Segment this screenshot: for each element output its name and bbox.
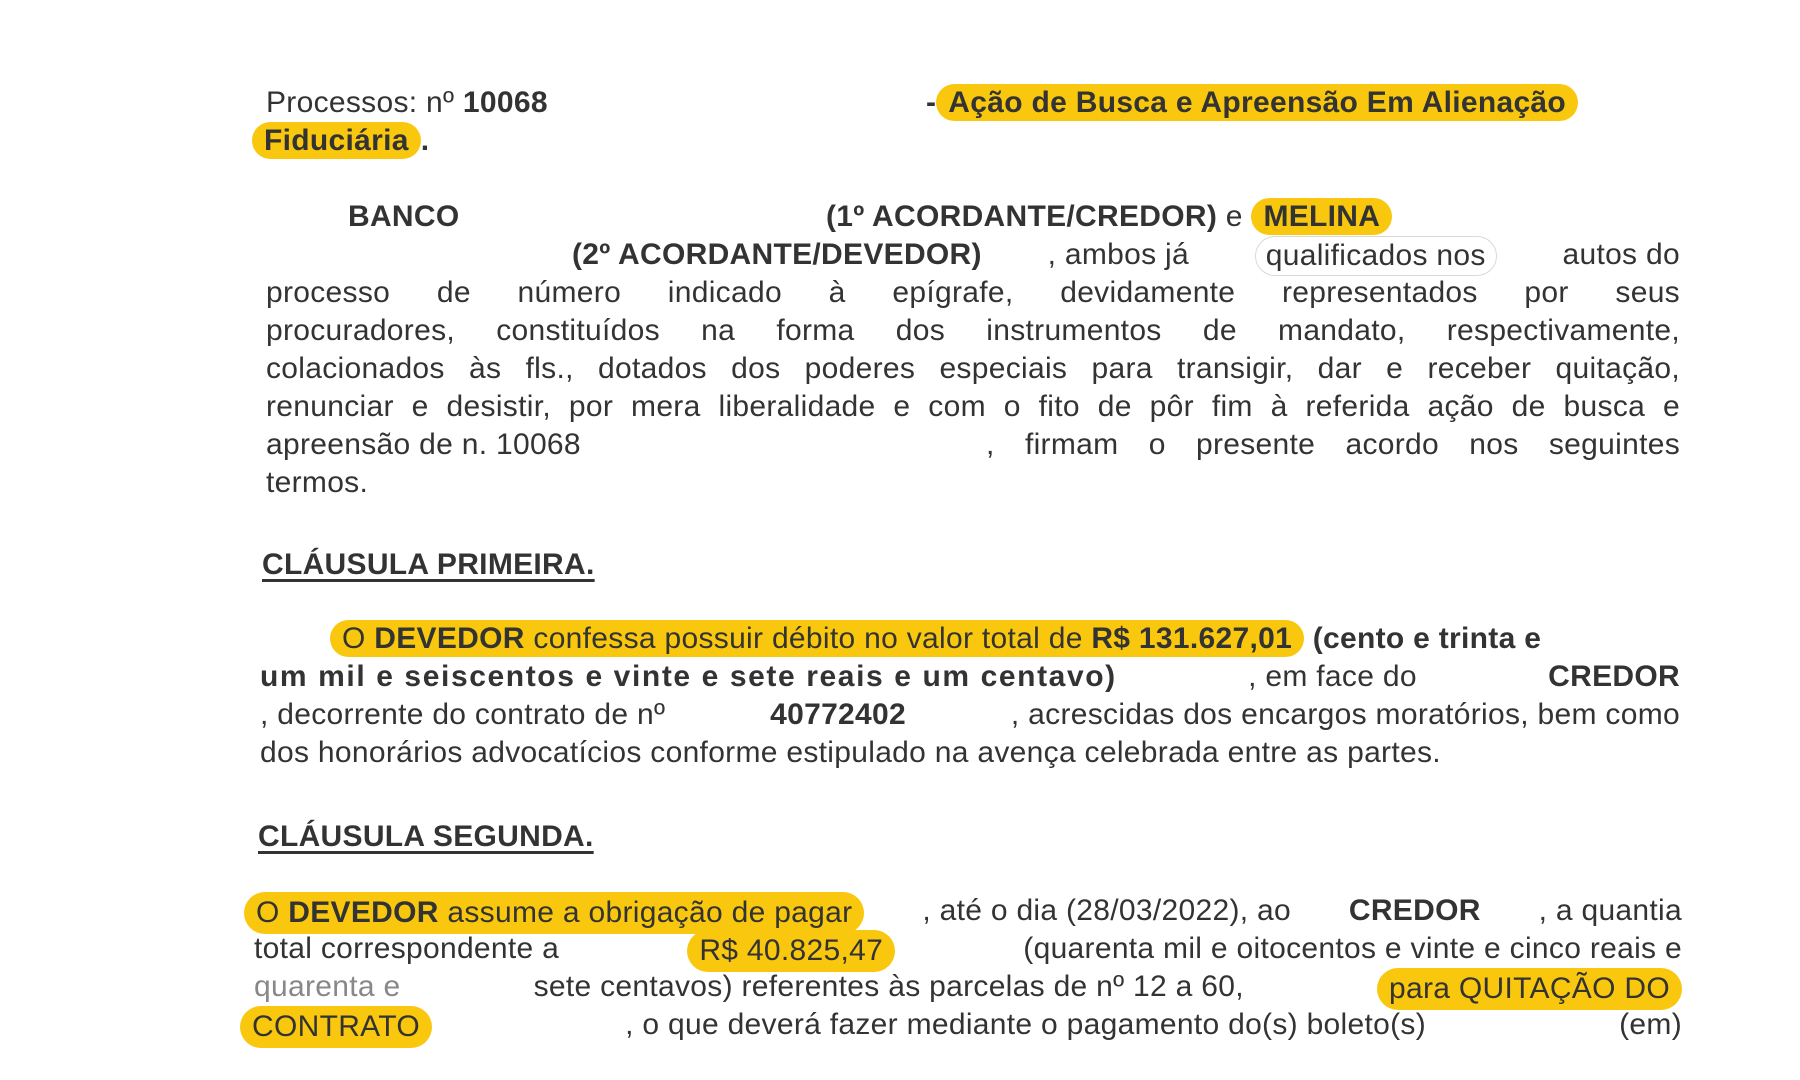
clausula2-sete-centavos: sete centavos) referentes às parcelas de nº 12 a 60, — [533, 970, 1244, 1003]
first-party: (1º ACORDANTE/CREDOR) — [826, 200, 1218, 233]
parties-line-3: processo de número indicado à epígrafe, devidamente representados por seus — [266, 276, 1680, 309]
process-line — [266, 84, 548, 122]
clausula-segunda-heading: CLÁUSULA SEGUNDA. — [258, 820, 594, 853]
clausula1-line-2 — [260, 658, 1680, 696]
clausula2-valor-highlight: R$ 40.825,47 — [687, 930, 895, 972]
clausula1-decorrente: , decorrente do contrato de nº — [260, 698, 666, 731]
clausula1-extenso-a: (cento e trinta e — [1312, 622, 1542, 655]
clausula2-last-line: , o que deverá fazer mediante o pagamento do(s) boleto(s) — [625, 1008, 1426, 1041]
acao-title-cont-highlight: Fiduciária — [252, 122, 421, 159]
clausula2-contrato-highlight: CONTRATO — [240, 1006, 432, 1048]
processos-label: Processos: nº — [266, 86, 455, 119]
clausula2-total-corr: total correspondente a — [254, 932, 560, 965]
clausula1-line-3 — [260, 696, 1680, 734]
e-connector: e — [1225, 200, 1243, 233]
clausula2-extenso: (quarenta mil e oitocentos e vinte e cinco reais e — [1023, 932, 1682, 965]
clausula2-line-1 — [244, 892, 1682, 934]
acao-title-cont-line — [252, 122, 429, 160]
clausula1-acrescidas: , acrescidas dos encargos moratórios, bem como — [1010, 698, 1680, 731]
qualificados-outline: qualificados nos — [1255, 236, 1497, 276]
clausula2-credor: CREDOR — [1348, 894, 1481, 927]
processo-number: 10068 — [462, 86, 548, 119]
clausula2-o: O — [256, 896, 280, 929]
first-party-line — [826, 198, 1392, 236]
ambos-ja: , ambos já — [1047, 238, 1189, 271]
clausula1-contrato: 40772402 — [770, 698, 906, 731]
clausula1-o: O — [342, 622, 366, 655]
clausula2-quarenta-e: quarenta e — [254, 970, 401, 1003]
dash: - — [926, 86, 937, 119]
clausula1-valor: R$ 131.627,01 — [1091, 622, 1293, 655]
parties-line-5: colacionados às fls., dotados dos poderes especiais para transigir, dar e receber quitação, — [266, 352, 1680, 385]
clausula2-a-quantia: , a quantia — [1538, 894, 1682, 927]
clausula2-line-3 — [254, 968, 1682, 1010]
clausula2-assume: assume a obrigação de pagar — [447, 896, 853, 929]
second-party-line — [572, 236, 1680, 276]
parties-line-6: renunciar e desistir, por mera liberalidade e com o fito de pôr fim à referida ação de busca e — [266, 390, 1680, 423]
melina-highlight: MELINA — [1251, 198, 1392, 235]
period: . — [420, 124, 430, 157]
clausula1-line-4: dos honorários advocatícios conforme estipulado na avença celebrada entre as partes. — [260, 736, 1441, 769]
clausula1-extenso-b: um mil e seiscentos e vinte e sete reais e um centavo) — [260, 660, 1117, 693]
clausula2-em: (em) — [1619, 1008, 1682, 1041]
clausula2-line-2 — [254, 930, 1682, 972]
clausula2-ate-o-dia: , até o dia (28/03/2022), ao — [922, 894, 1291, 927]
second-party: (2º ACORDANTE/DEVEDOR) — [572, 238, 982, 271]
clausula1-confessa: confessa possuir débito no valor total de — [533, 622, 1083, 655]
clausula1-devedor: DEVEDOR — [374, 622, 525, 655]
parties-line-7a: apreensão de n. 10068 — [266, 428, 581, 461]
parties-line-8: termos. — [266, 466, 369, 499]
clausula-primeira-heading: CLÁUSULA PRIMEIRA. — [262, 548, 595, 581]
clausula1-em-face: , em face do — [1248, 660, 1417, 693]
clausula1-line-1 — [330, 620, 1541, 658]
autos-do: autos do — [1562, 238, 1680, 271]
parties-line-4: procuradores, constituídos na forma dos instrumentos de mandato, respectivamente, — [266, 314, 1680, 347]
acao-title-line — [926, 84, 1578, 122]
clausula1-credor: CREDOR — [1548, 660, 1680, 693]
clausula1-highlight — [330, 620, 1304, 657]
parties-line-7b: , firmam o presente acordo nos seguintes — [986, 428, 1680, 461]
clausula2-para-quitacao-highlight: para QUITAÇÃO DO — [1377, 968, 1682, 1010]
clausula2-devedor: DEVEDOR — [288, 896, 439, 929]
clausula2-line-4 — [240, 1006, 1682, 1048]
banco-label: BANCO — [348, 200, 460, 233]
acao-title-highlight: Ação de Busca e Apreensão Em Alienação — [936, 84, 1578, 121]
clausula2-highlight — [244, 892, 864, 934]
